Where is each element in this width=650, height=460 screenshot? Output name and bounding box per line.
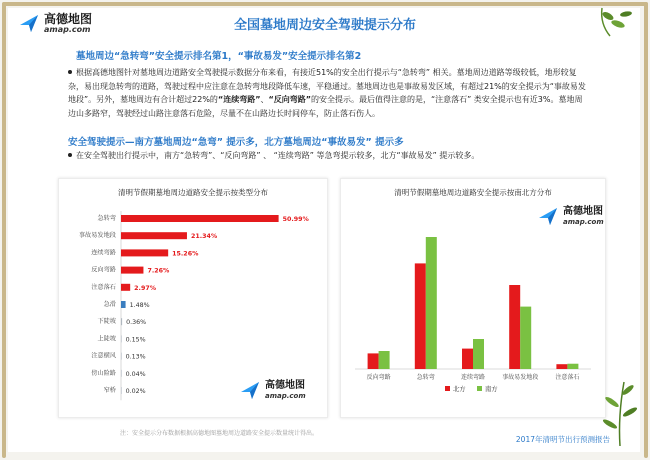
chart1-bar: [121, 267, 143, 274]
chart1-category-label: 下陡坡: [97, 318, 116, 326]
chart2-bar: [379, 351, 390, 369]
bullet-icon: [68, 153, 72, 157]
section1-paragraph: [68, 66, 590, 120]
chart2-category-label: 注意落石: [555, 374, 580, 381]
chart2-legend-label: 北方: [453, 386, 466, 393]
brand-url: amap.com: [265, 391, 306, 400]
chart1-bar: [121, 387, 122, 394]
bamboo-border-right: [644, 2, 648, 458]
brand-name: 高德地图: [44, 11, 93, 26]
chart1-value-label: 0.15%: [125, 336, 146, 344]
chart1-bar: [121, 370, 122, 377]
chart1-value-label: 0.02%: [125, 388, 146, 395]
chart1-bar: [121, 353, 122, 360]
report-footer: 2017年清明节出行预测报告: [515, 435, 610, 444]
chart1-value-label: 50.99%: [282, 216, 309, 223]
chart1-category-label: 注意横风: [91, 352, 116, 360]
chart2-bar: [415, 263, 426, 369]
chart2-category-label: 急转弯: [416, 374, 435, 381]
chart2-category-label: 反向弯路: [366, 374, 391, 381]
chart1-category-label: 事故易发地段: [78, 232, 116, 240]
chart2-bar: [368, 353, 379, 369]
chart1-category-label: 连续弯路: [91, 249, 116, 257]
chart2-bar: [567, 364, 578, 369]
chart2-bar: [556, 364, 567, 369]
section2-heading: 安全驾驶提示—南方墓地周边“急弯” 提示多，北方墓地周边“事故易发” 提示多: [68, 137, 404, 148]
chart1-category-label: 注意落石: [91, 283, 116, 291]
section1-bold-1: “连续弯路”: [217, 95, 261, 104]
chart1-category-label: 急转弯: [97, 215, 116, 222]
chart-panel-type: [58, 178, 328, 418]
brand-logo-icon: [239, 379, 261, 401]
section1-text-a: 根据高德地图针对墓地周边道路安全驾驶提示数据分布来看，有接近51%的安全出行提示与“急转弯” 相关。墓地周边道路等级较低，地形较复杂，易出现急转弯的道路，驾驶过程中应注意在急转弯地段降低车速，平稳通过。墓地周边也是事故易发区域，有超过21%的安全提示为“事故易发地段”。另外，墓地周边有合计超过22%的: [68, 68, 586, 104]
chart2-category-label: 连续弯路: [460, 374, 486, 381]
chart2-bar: [426, 237, 437, 369]
brand-url: amap.com: [44, 24, 91, 34]
brand-url: amap.com: [563, 217, 604, 226]
chart1-bar: [121, 232, 187, 239]
data-note: 注：安全提示分布数据根据高德地图墓地周边道路安全提示数量统计得出。: [120, 430, 319, 437]
leaf-decoration-icon: [596, 6, 640, 42]
chart1-value-label: 15.26%: [172, 250, 199, 258]
chart2-legend-swatch: [477, 386, 482, 391]
chart1-bar: [121, 335, 122, 342]
chart1-category-label: 急滑: [103, 301, 116, 308]
chart1-value-label: 0.13%: [125, 353, 146, 361]
chart1-value-label: 7.26%: [147, 267, 170, 275]
chart2-bar: [473, 339, 484, 369]
chart2-watermark-logo: [537, 205, 604, 227]
section1-sep: 、: [260, 95, 269, 104]
chart2-bar: [520, 307, 531, 369]
brand-logo-icon: [537, 205, 559, 227]
chart1-bar: [121, 301, 126, 308]
bullet-icon: [68, 70, 72, 74]
chart2-category-label: 事故易发地段: [502, 374, 539, 381]
bamboo-border-top: [2, 2, 648, 6]
brand-name: 高德地图: [265, 379, 305, 391]
chart1-value-label: 0.04%: [125, 370, 146, 378]
bamboo-border-left: [2, 2, 6, 458]
section1-bold-2: “反向弯路”: [268, 95, 311, 104]
chart1-value-label: 0.36%: [126, 319, 147, 327]
chart2-legend-swatch: [445, 386, 450, 391]
chart1-value-label: 2.97%: [134, 284, 157, 292]
page-title: 全国墓地周边安全驾驶提示分布: [233, 18, 416, 33]
chart2-title: 清明节假期墓地周边道路安全提示按南北方分布: [394, 188, 552, 197]
chart1-bar: [121, 249, 168, 256]
chart1-category-label: 上陡坡: [97, 335, 116, 343]
chart1-category-label: 窄桥: [103, 387, 116, 394]
brand-name: 高德地图: [563, 205, 603, 217]
chart1-value-label: 1.48%: [129, 302, 150, 309]
section2-paragraph: [68, 149, 590, 163]
chart2-legend-label: 南方: [485, 386, 498, 393]
chart1-bar: [121, 215, 279, 222]
section1-text-c: 的安全提示。最后值得注意的是，“注意落石” 类安全提示也有近3%。墓地周边山多路窄，驾驶经过山路注意落石危险，尽量不在山路边长时间停车，防止落石伤人。: [68, 95, 583, 118]
chart1-category-label: 反向弯路: [91, 266, 116, 274]
chart2-bar: [509, 285, 520, 369]
chart1-watermark-logo: [239, 379, 306, 401]
chart1-bar: [121, 284, 130, 291]
chart1-title: 清明节假期墓地周边道路安全提示按类型分布: [118, 188, 268, 197]
chart1-bar: [121, 318, 122, 325]
chart1-category-label: 傍山险路: [91, 369, 116, 377]
chart2-bar: [462, 349, 473, 369]
section2-text: 在安全驾驶出行提示中，南方“急转弯”、“反向弯路” 、 “连续弯路” 等急弯提示较多，北方“事故易发” 提示较多。: [76, 151, 480, 160]
chart1-value-label: 21.34%: [190, 233, 218, 241]
chart-panel-region: [340, 178, 606, 418]
section1-heading: 墓地周边“急转弯”安全提示排名第1，“事故易发”安全提示排名第2: [76, 51, 362, 62]
